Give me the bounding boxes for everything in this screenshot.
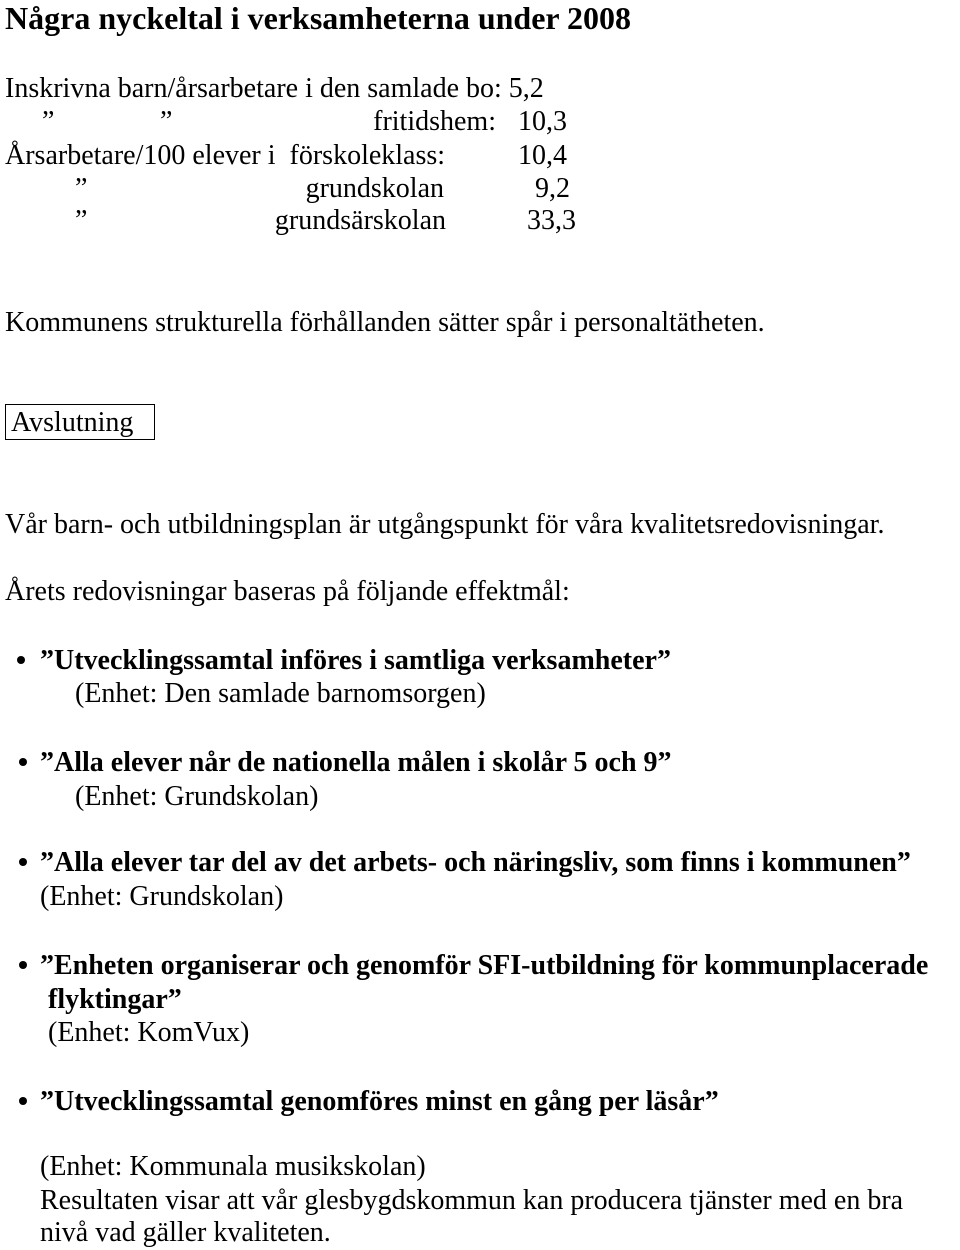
key-figure-label: fritidshem: [373,106,496,137]
key-figure-value: 10,3 [518,106,567,137]
document-title: Några nyckeltal i verksamheterna under 2008 [5,0,632,36]
goal-unit: (Enhet: Grundskolan) [75,781,319,812]
key-figure-label: Årsarbetare/100 elever i förskoleklass: [5,140,446,171]
bullet-icon [19,858,27,866]
key-figure-value: 9,2 [535,173,570,204]
key-figure-label: grundskolan [305,173,444,204]
goal-unit: (Enhet: Kommunala musikskolan) [40,1151,426,1182]
ditto-mark: ” [160,106,173,137]
key-figure-value: 33,3 [527,205,576,236]
goal-text: ”Utvecklingssamtal genomföres minst en gång per läsår” [40,1086,719,1117]
goal-unit: (Enhet: Den samlade barnomsorgen) [75,678,486,709]
bullet-icon [19,961,27,969]
section-heading-box [5,404,155,440]
key-figure-value: 10,4 [518,140,567,171]
goal-unit: (Enhet: KomVux) [48,1017,250,1048]
bullet-icon [19,1097,27,1105]
goal-unit: (Enhet: Grundskolan) [40,881,284,912]
ditto-mark: ” [75,205,88,236]
staffing-note: Kommunens strukturella förhållanden sätter spår i personaltätheten. [5,307,765,338]
bullet-icon [17,656,25,664]
conclusion-line: Resultaten visar att vår glesbygdskommun kan producera tjänster med en bra [40,1185,904,1216]
intro-paragraph: Vår barn- och utbildningsplan är utgångspunkt för våra kvalitetsredovisningar. [5,509,885,540]
goal-text: ”Alla elever tar del av det arbets- och näringsliv, som finns i kommunen” [40,847,911,878]
ditto-mark: ” [75,173,88,204]
key-figure-label: Inskrivna barn/årsarbetare i den samlade bo: [5,73,502,104]
ditto-mark: ” [42,106,55,137]
conclusion-line: nivå vad gäller kvaliteten. [40,1217,331,1248]
goal-text: ”Alla elever når de nationella målen i skolår 5 och 9” [40,747,672,778]
goal-text: ”Enheten organiserar och genomför SFI-utbildning för kommunplacerade [40,950,929,981]
key-figure-row [5,72,544,105]
goals-intro: Årets redovisningar baseras på följande effektmål: [5,576,570,607]
bullet-icon [19,758,27,766]
key-figure-value: 5,2 [508,73,544,104]
goal-text: ”Utvecklingssamtal införes i samtliga verksamheter” [40,645,671,676]
section-heading: Avslutning [11,407,134,438]
key-figure-label: grundsärskolan [274,205,446,236]
goal-text-continued: flyktingar” [48,984,182,1015]
